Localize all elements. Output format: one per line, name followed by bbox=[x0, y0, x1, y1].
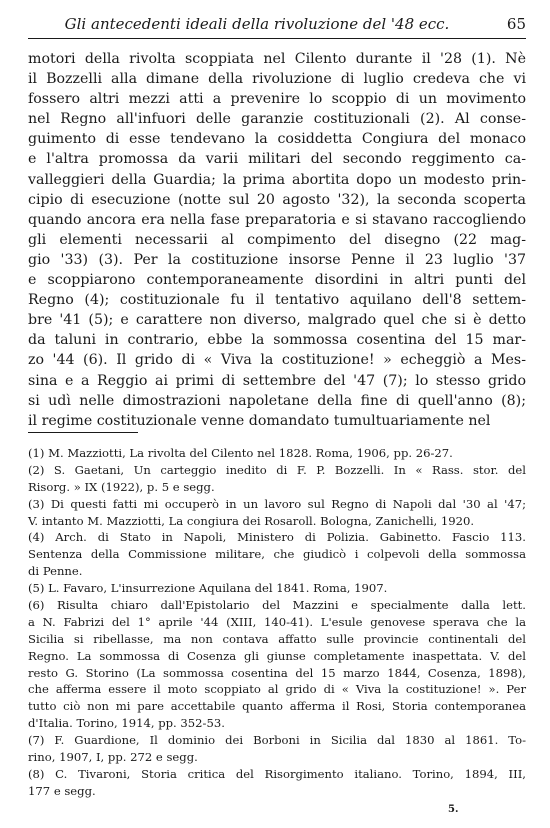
footnote-line: 177 e segg. bbox=[28, 783, 96, 798]
footnote-line: (2) S. Gaetani, Un carteggio inedito di F. P. Bozzelli. In « Rass. stor. del bbox=[28, 462, 526, 477]
body-line: Regno (4); costituzionale fu il tentativo aquilano dell'8 settem- bbox=[28, 292, 526, 309]
body-line: da taluni in contrario, ebbe la sommossa cosentina del 15 mar- bbox=[28, 332, 526, 349]
body-line: nel Regno all'infuori delle garanzie costituzionali (2). Al conse- bbox=[28, 111, 526, 128]
footnote-line: Regno. La sommossa di Cosenza gli giunse completamente inaspettata. V. del bbox=[28, 648, 526, 663]
footnote-line: (7) F. Guardione, Il dominio dei Borboni in Sicilia dal 1830 al 1861. To- bbox=[28, 733, 526, 748]
body-line: gio '33) (3). Per la costituzione insorse Penne il 23 luglio '37 bbox=[28, 251, 526, 268]
body-line: il Bozzelli alla dimane della rivoluzione di luglio credeva che vi bbox=[28, 71, 526, 88]
footnote bbox=[28, 597, 526, 732]
footnote bbox=[28, 732, 526, 766]
body-line: zo '44 (6). Il grido di « Viva la costituzione! » echeggiò a Mes- bbox=[28, 352, 526, 369]
signature-mark: 5. bbox=[448, 804, 459, 815]
footnote-line: rino, 1907, I, pp. 272 e segg. bbox=[28, 750, 198, 765]
body-line: quando ancora era nella fase preparatoria e si stavano raccogliendo bbox=[28, 211, 526, 228]
footnote bbox=[28, 496, 526, 530]
footnote-line: (6) Risulta chiaro dall'Epistolario del Mazzini e specialmente dalla lett. bbox=[28, 598, 526, 613]
footnote-line: Risorg. » IX (1922), p. 5 e segg. bbox=[28, 479, 215, 494]
footnote bbox=[28, 462, 526, 496]
footnote bbox=[28, 529, 526, 580]
body-line: si udì nelle dimostrazioni napoletane della fine di quell'anno (8); bbox=[28, 392, 526, 409]
body-line: fossero altri mezzi atti a prevenire lo scoppio di un movimento bbox=[28, 91, 526, 108]
body-line: e scoppiarono contemporaneamente disordini in altri punti del bbox=[28, 272, 526, 289]
running-title: Gli antecedenti ideali della rivoluzione del '48 ecc. bbox=[64, 15, 450, 33]
body-line: e l'altra promossa da varii militari del secondo reggimento ca- bbox=[28, 151, 526, 168]
body-line: guimento di esse tendevano la cosiddetta Congiura del monaco bbox=[28, 131, 526, 148]
footnote-line: Sentenza della Commissione militare, che giudicò i colpevoli della sommossa bbox=[28, 547, 526, 562]
footnote-line: (5) L. Favaro, L'insurrezione Aquilana del 1841. Roma, 1907. bbox=[28, 581, 388, 596]
footnote-line: (4) Arch. di Stato in Napoli, Ministero di Polizia. Gabinetto. Fascio 113. bbox=[28, 530, 526, 545]
footnote bbox=[28, 580, 526, 597]
footnote-line: tutto ciò non mi pare accettabile quanto afferma il Rosi, Storia contemporanea bbox=[28, 699, 526, 714]
body-line: il regime costituzionale venne domandato tumultuariamente nel bbox=[28, 412, 491, 429]
footnote-line: resto G. Storino (La sommossa cosentina del 15 marzo 1844, Cosenza, 1898), bbox=[28, 665, 526, 680]
header-rule bbox=[28, 38, 526, 39]
footnote-line: che afferma essere il moto scoppiato al grido di « Viva la costituzione! ». Per bbox=[28, 682, 526, 697]
body-line: gli elementi necessarii al compimento del disegno (22 mag- bbox=[28, 231, 526, 248]
footnote-line: Sicilia si ribellasse, ma non contava affatto sulle provincie continentali del bbox=[28, 631, 526, 646]
running-header bbox=[28, 14, 526, 34]
body-line: bre '41 (5); e carattere non diverso, malgrado quel che si è detto bbox=[28, 312, 526, 329]
page-number: 65 bbox=[506, 15, 526, 33]
footnote-line: V. intanto M. Mazziotti, La congiura dei Rosaroll. Bologna, Zanichelli, 1920. bbox=[28, 513, 475, 528]
footnote bbox=[28, 445, 526, 462]
footnote-line: (3) Di questi fatti mi occuperò in un lavoro sul Regno di Napoli dal '30 al '47; bbox=[28, 496, 526, 511]
footnote-line: (8) C. Tivaroni, Storia critica del Risorgimento italiano. Torino, 1894, III, bbox=[28, 766, 526, 781]
footnote-line: (1) M. Mazziotti, La rivolta del Cilento nel 1828. Roma, 1906, pp. 26-27. bbox=[28, 446, 453, 460]
footnote-line: d'Italia. Torino, 1914, pp. 352-53. bbox=[28, 716, 225, 731]
body-line: sina e a Reggio ai primi di settembre del '47 (7); lo stesso grido bbox=[28, 372, 526, 389]
body-line: cipio di esecuzione (notte sul 20 agosto '32), la seconda scoperta bbox=[28, 191, 526, 208]
body-text bbox=[28, 49, 526, 431]
body-line: motori della rivolta scoppiata nel Cilento durante il '28 (1). Nè bbox=[28, 51, 526, 67]
footnote-separator bbox=[28, 432, 138, 433]
footnotes bbox=[28, 445, 526, 800]
body-line: valleggieri della Guardia; la prima abortita dopo un modesto prin- bbox=[28, 171, 526, 188]
footnote-line: a N. Fabrizi del 1° aprile '44 (XIII, 140-41). L'esule genovese sperava che la bbox=[28, 614, 526, 629]
footnote bbox=[28, 766, 526, 800]
footnote-line: di Penne. bbox=[28, 564, 83, 579]
